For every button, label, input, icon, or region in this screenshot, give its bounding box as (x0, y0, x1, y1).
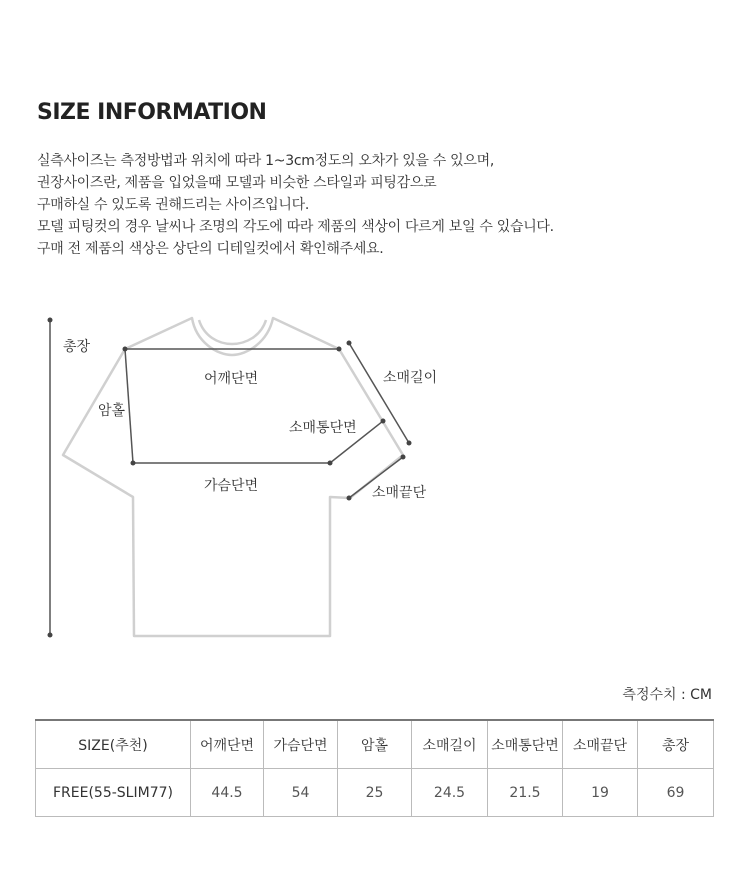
size-description (37, 150, 717, 260)
description-line: 구매하실 수 있도록 권해드리는 사이즈입니다. (37, 197, 310, 213)
header-chest: 가슴단면 (264, 720, 338, 769)
header-sleeve-length: 소매길이 (412, 720, 488, 769)
cell-length: 69 (638, 769, 714, 817)
length-point (48, 633, 53, 638)
size-table (35, 719, 714, 817)
description-line: 실측사이즈는 측정방법과 위치에 따라 1~3cm정도의 오차가 있을 수 있으며, (37, 153, 495, 169)
cell-shoulder: 44.5 (191, 769, 264, 817)
cell-sleeve-hem: 19 (563, 769, 638, 817)
sleeve-length-point (407, 441, 412, 446)
header-size: SIZE(추천) (36, 720, 191, 769)
cell-armhole: 25 (338, 769, 412, 817)
sleeve-length-point (347, 341, 352, 346)
header-length: 총장 (638, 720, 714, 769)
chest-label: 가슴단면 (204, 478, 259, 494)
tshirt-measurement-diagram (0, 300, 750, 660)
sleeve-hem-label: 소매끝단 (372, 485, 427, 501)
sleeve-hem-point (347, 496, 352, 501)
cell-sleeve-length: 24.5 (412, 769, 488, 817)
description-line: 구매 전 제품의 색상은 상단의 디테일컷에서 확인해주세요. (37, 241, 384, 257)
table-row (36, 769, 714, 817)
header-sleeve-width: 소매통단면 (488, 720, 563, 769)
length-label: 총장 (63, 339, 91, 355)
chest-point (131, 461, 136, 466)
cell-size: FREE(55-SLIM77) (36, 769, 191, 817)
sleeve-width-label: 소매통단면 (289, 420, 357, 436)
armhole-label: 암홀 (98, 403, 126, 419)
cell-chest: 54 (264, 769, 338, 817)
header-armhole: 암홀 (338, 720, 412, 769)
tshirt-body (63, 318, 403, 636)
sleeve-width-point (381, 419, 386, 424)
measurement-unit: 측정수치 : CM (622, 687, 712, 703)
length-point (48, 318, 53, 323)
sleeve-hem-point (401, 455, 406, 460)
shoulder-point (337, 347, 342, 352)
shoulder-point (123, 347, 128, 352)
header-sleeve-hem: 소매끝단 (563, 720, 638, 769)
tshirt-collar (199, 320, 266, 344)
sleeve-length-label: 소매길이 (383, 370, 438, 386)
shoulder-label: 어깨단면 (204, 371, 259, 387)
header-shoulder: 어깨단면 (191, 720, 264, 769)
table-header-row (36, 720, 714, 769)
description-line: 권장사이즈란, 제품을 입었을때 모델과 비슷한 스타일과 피팅감으로 (37, 175, 437, 191)
tshirt-outline (63, 318, 403, 636)
description-line: 모델 피팅컷의 경우 날씨나 조명의 각도에 따라 제품의 색상이 다르게 보일 수 있습니다. (37, 219, 554, 235)
chest-point (328, 461, 333, 466)
cell-sleeve-width: 21.5 (488, 769, 563, 817)
page-title: SIZE INFORMATION (37, 100, 267, 125)
